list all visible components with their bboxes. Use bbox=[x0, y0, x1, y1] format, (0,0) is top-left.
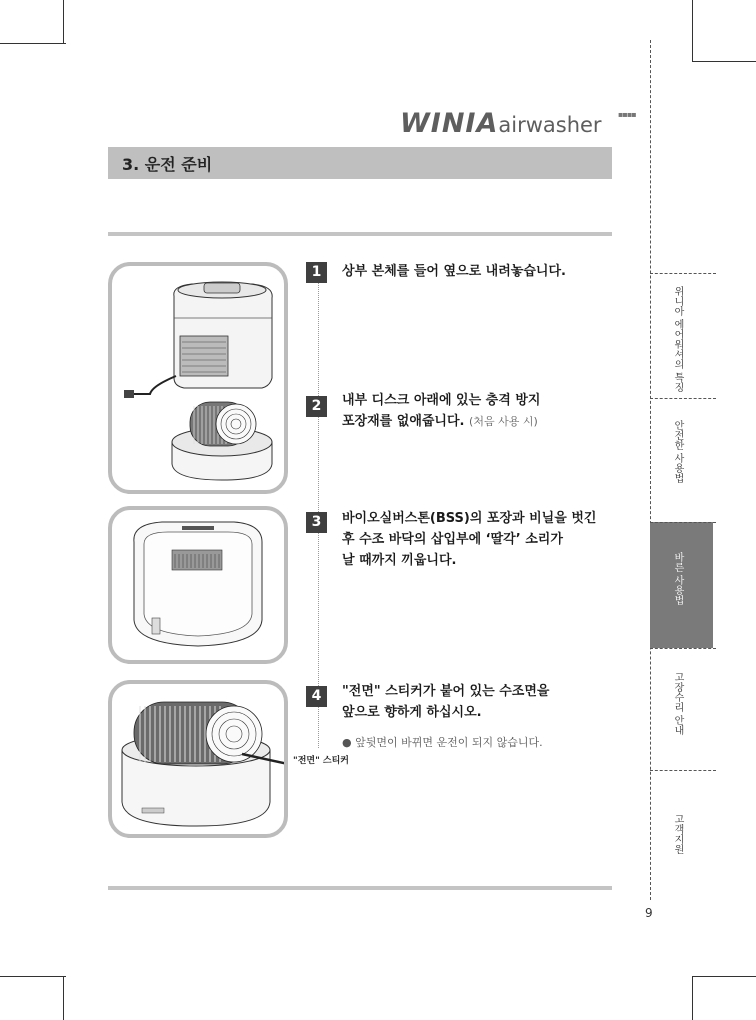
sidebar-tab-features[interactable]: 위니아 에어워셔의 특징 bbox=[672, 286, 683, 393]
crop-mark-tl-v bbox=[63, 0, 64, 44]
step-2-line2: 포장재를 없애줍니다. bbox=[342, 414, 465, 429]
sidebar-separator bbox=[650, 648, 716, 649]
step-3-line2: 후 수조 바닥의 삽입부에 ‘딸각’ 소리가 bbox=[342, 532, 563, 547]
sidebar-separator bbox=[650, 273, 716, 274]
bottom-rule bbox=[108, 886, 612, 890]
step-4-note: ● 앞뒷면이 바뀌면 운전이 되지 않습니다. bbox=[342, 736, 543, 749]
step-1-line1: 상부 본체를 들어 옆으로 내려놓습니다. bbox=[342, 264, 566, 279]
sidebar-tab-repair[interactable]: 고장수리 안내 bbox=[672, 672, 683, 736]
brand-dots: ▪▪▪▪ bbox=[618, 110, 636, 119]
sidebar-separator bbox=[650, 522, 716, 523]
step-3-number: 3 bbox=[306, 512, 327, 533]
step-2-line1: 내부 디스크 아래에 있는 충격 방지 bbox=[342, 393, 541, 408]
sticker-callout: "전면" 스티커 bbox=[293, 756, 349, 766]
brand-wordmark: WINIA bbox=[400, 108, 499, 139]
tank-front-sticker-illustration bbox=[112, 684, 284, 834]
sidebar-separator bbox=[650, 770, 716, 771]
step-1-text bbox=[342, 261, 566, 282]
illustration-frame-1 bbox=[108, 262, 288, 494]
step-2-number: 2 bbox=[306, 396, 327, 417]
illustration-frame-3 bbox=[108, 680, 288, 838]
crop-mark-tr-v bbox=[692, 0, 693, 62]
sidebar-tab-usage[interactable]: 바른 사용법 bbox=[672, 552, 683, 606]
sidebar-tab-support[interactable]: 고객지원 bbox=[672, 814, 683, 854]
crop-mark-br-h bbox=[692, 976, 756, 977]
sidebar-tab-safety[interactable]: 안전한 사용법 bbox=[672, 420, 683, 484]
page-number: 9 bbox=[645, 906, 653, 920]
airwasher-disassembled-illustration bbox=[112, 266, 284, 490]
section-header bbox=[108, 147, 612, 179]
section-title: 3. 운전 준비 bbox=[122, 155, 213, 174]
sidebar-line bbox=[650, 40, 651, 900]
step-4-line2: 앞으로 향하게 하십시오. bbox=[342, 705, 482, 720]
step-3-line1: 바이오실버스톤(BSS)의 포장과 비닐을 벗긴 bbox=[342, 511, 597, 526]
step-4-line1: "전면" 스티커가 붙어 있는 수조면을 bbox=[342, 684, 550, 699]
step-1-number: 1 bbox=[306, 262, 327, 283]
step-3-line3: 날 때까지 끼웁니다. bbox=[342, 553, 457, 568]
crop-mark-bl-h bbox=[0, 976, 66, 977]
brand-suffix: airwasher bbox=[498, 113, 602, 137]
step-4-number: 4 bbox=[306, 686, 327, 707]
crop-mark-bl-v bbox=[63, 976, 64, 1020]
step-4-text bbox=[342, 681, 549, 723]
crop-mark-tl-h bbox=[0, 43, 66, 44]
illustration-frame-2 bbox=[108, 506, 288, 664]
brand-logo bbox=[400, 108, 636, 139]
crop-mark-tr-h bbox=[692, 61, 756, 62]
crop-mark-br-v bbox=[692, 976, 693, 1020]
step-3-text bbox=[342, 508, 596, 571]
step-2-text bbox=[342, 390, 540, 432]
top-rule bbox=[108, 232, 612, 236]
step-2-note: (처음 사용 시) bbox=[469, 415, 538, 428]
water-tank-top-view-illustration bbox=[112, 510, 284, 660]
sidebar-separator bbox=[650, 398, 716, 399]
